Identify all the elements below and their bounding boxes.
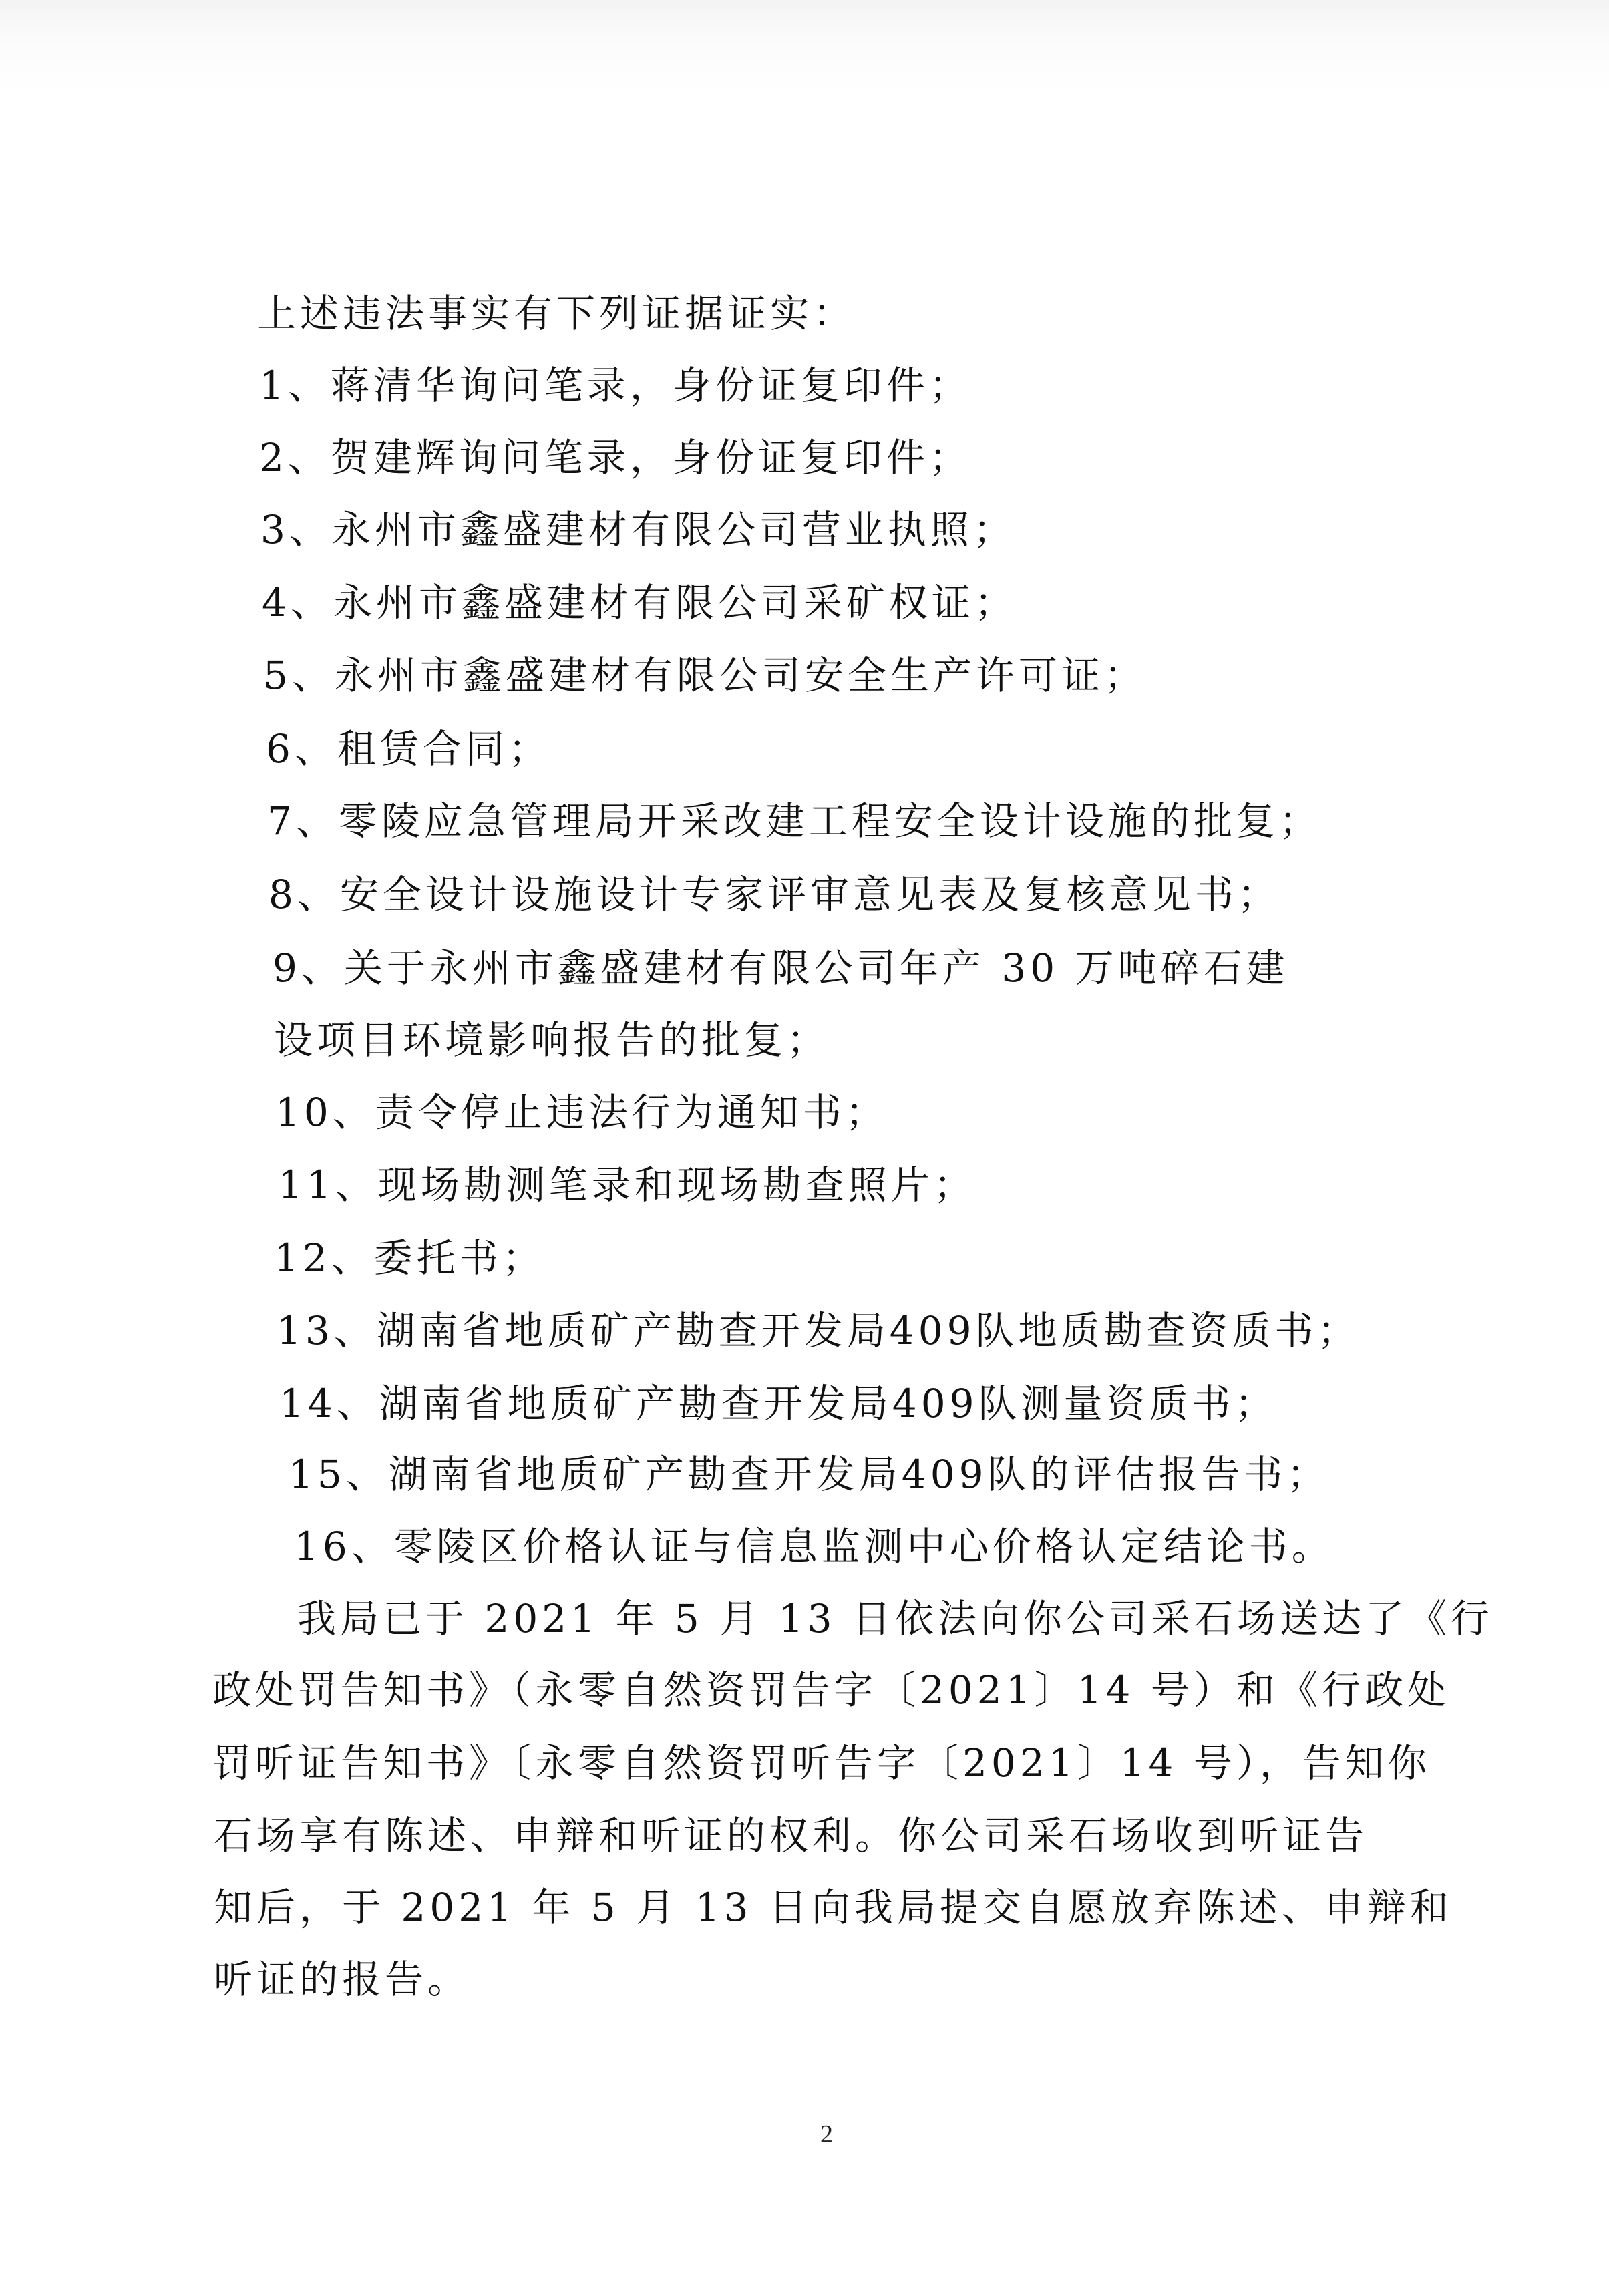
evidence-item: 8、安全设计设施设计专家评审意见表及复核意见书； bbox=[269, 872, 1280, 917]
paragraph-line: 知后，于 2021 年 5 月 13 日向我局提交自愿放弃陈述、申辩和 bbox=[214, 1884, 1453, 1930]
paragraph-line: 听证的报告。 bbox=[214, 1957, 471, 2002]
evidence-item: 11、现场勘测笔录和现场勘查照片； bbox=[278, 1162, 976, 1208]
evidence-item: 4、永州市鑫盛建材有限公司采矿权证； bbox=[262, 580, 1017, 625]
evidence-item: 7、零陵应急管理局开采改建工程安全设计设施的批复； bbox=[267, 798, 1322, 844]
evidence-item: 5、永州市鑫盛建材有限公司安全生产许可证； bbox=[263, 653, 1147, 698]
paragraph-line: 石场享有陈述、申辩和听证的权利。你公司采石场收到听证告 bbox=[214, 1813, 1369, 1858]
evidence-item-continued: 设项目环境影响报告的批复； bbox=[274, 1017, 830, 1063]
evidence-item: 1、蒋清华询问笔录，身份证复印件； bbox=[259, 363, 972, 408]
evidence-item: 6、租赁合同； bbox=[266, 726, 551, 772]
paragraph-line: 我局已于 2021 年 5 月 13 日依法向你公司采石场送达了《行 bbox=[297, 1596, 1493, 1641]
paragraph-line: 罚听证告知书》〔永零自然资罚听告字〔2021〕14 号），告知你 bbox=[212, 1740, 1431, 1786]
page-number: 2 bbox=[820, 2120, 833, 2148]
evidence-item: 16、零陵区价格认证与信息监测中心价格认定结论书。 bbox=[294, 1524, 1334, 1569]
evidence-item: 13、湖南省地质矿产勘查开发局409队地质勘查资质书； bbox=[277, 1308, 1361, 1353]
evidence-item: 9、关于永州市鑫盛建材有限公司年产 30 万吨碎石建 bbox=[273, 945, 1289, 991]
evidence-item: 10、责令停止违法行为通知书； bbox=[275, 1090, 888, 1135]
evidence-item: 12、委托书； bbox=[274, 1235, 545, 1281]
evidence-item: 15、湖南省地质矿产勘查开发局409队的评估报告书； bbox=[289, 1452, 1330, 1497]
intro-line: 上述违法事实有下列证据证实： bbox=[257, 291, 856, 336]
evidence-item: 2、贺建辉询问笔录，身份证复印件； bbox=[259, 435, 972, 480]
evidence-item: 14、湖南省地质矿产勘查开发局409队测量资质书； bbox=[279, 1381, 1278, 1426]
paragraph-line: 政处罚告知书》（永零自然资罚告字〔2021〕14 号）和《行政处 bbox=[212, 1667, 1450, 1713]
evidence-item: 3、永州市鑫盛建材有限公司营业执照； bbox=[260, 507, 1016, 552]
